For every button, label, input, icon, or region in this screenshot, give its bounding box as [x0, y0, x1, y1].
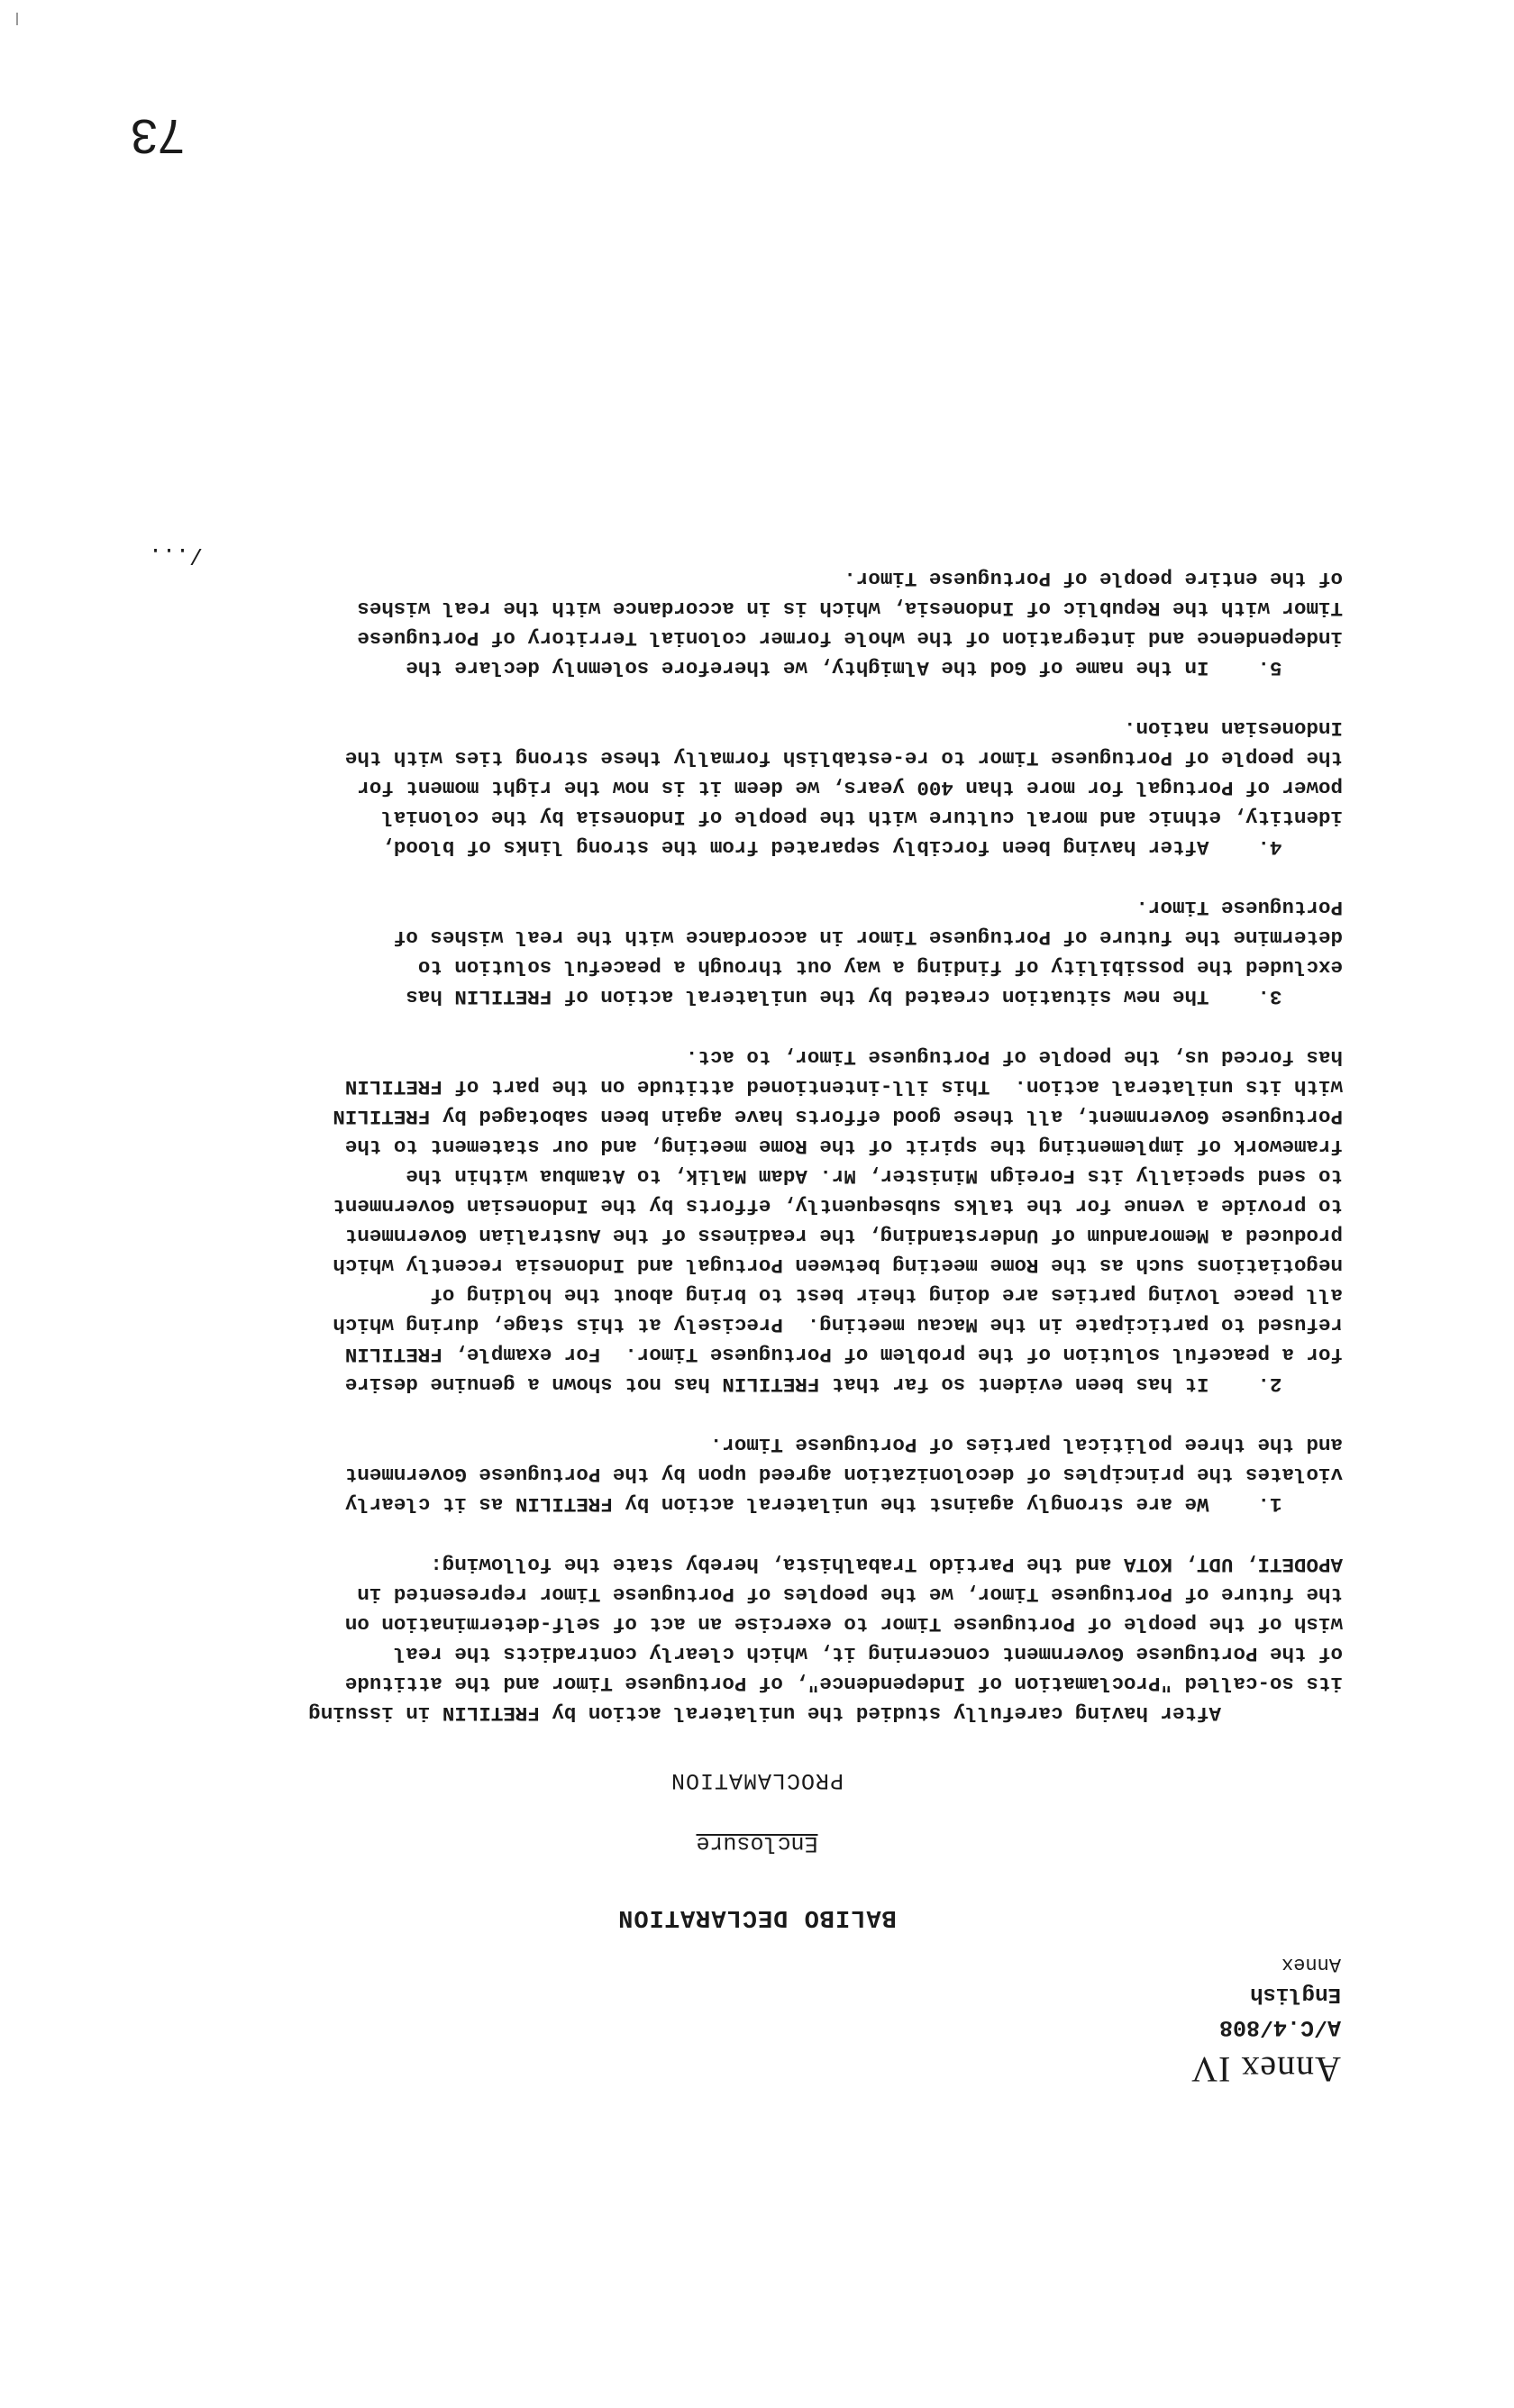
document-symbol: A/C.4/808 [1218, 2014, 1341, 2040]
annex-small-label: Annex [1281, 1953, 1341, 1975]
continued-marker: /... [148, 542, 203, 568]
annex-label: Annex IV [1190, 2049, 1341, 2090]
intro-paragraph: After having carefully studied the unilateral action by FRETILIN in issuing its so-called "Proclamation of Independence", of Portuguese Timor and the attitude of the Portuguese Government concerning it, which clearly contradicts the real wish of the people of Portuguese Timor to exercise an act of self-determination on the future of Portuguese Timor, we the peoples of Portuguese Timor represented in APODETI, UDT, KOTA and the Partido Trabalhista, hereby state the following: [308, 1553, 1343, 1725]
enclosure-label: Enclosure [696, 1830, 818, 1856]
proclamation-body [0, 533, 1343, 1728]
scan-edge-mark [16, 13, 18, 25]
proclamation-title: PROCLAMATION [670, 1767, 844, 1793]
paragraph-3: 3. The new situation created by the unilateral action of FRETILIN has excluded the possibility of finding a way out through a peaceful solution to determine the future of Portuguese Timor in accordance with the real wishes of Portuguese Timor. [393, 896, 1343, 1008]
paragraph-2: 2. It has been evident so far that FRETILIN has not shown a genuine desire for a peaceful solution of the problem of Portuguese Timor. For example, FRETILIN refused to participate in the Macau meeting. Precisely at this stage, during which all peace loving parties are doing their best to bring about the holding of negotiations such as the Rome meeting between Portugal and Indonesia recently which produced a Memorandum of Understanding, the readiness of the Australian Government to provide a venue for the talks subsequently, efforts by the Indonesian Government to send specially its Foreign Minister, Mr. Adam Malik, to Atambua within the framework of implementing the spirit of the Rome meeting, and our statement to the Portuguese Government, all these good efforts have again been sabotaged by FRETILIN with its unilateral action. This ill-intentioned attitude on the part of FRETILIN has forced us, the people of Portuguese Timor, to act. [333, 1045, 1343, 1396]
page-number: 73 [130, 109, 185, 163]
declaration-title: BALIBO DECLARATION [617, 1903, 897, 1930]
paragraph-5: 5. In the name of God the Almighty, we therefore solemnly declare the independence and integration of the whole former colonial Territory of Portuguese Timor with the Republic of Indonesia, which is in accordance with the real wishes of the entire people of Portuguese Timor. [357, 567, 1343, 680]
paragraph-4: 4. After having been forcibly separated from the strong links of blood, identity, ethnic and moral culture with the people of Indonesia by the colonial power of Portugal for more than 400 years, we deem it is now the right moment for the people of Portuguese Timor to re-establish formally these strong ties with the Indonesian nation. [344, 716, 1343, 859]
language-label: English [1250, 1982, 1341, 2006]
paragraph-1: 1. We are strongly against the unilateral action by FRETILIN as it clearly violates the principles of decolonization agreed upon by the Portuguese Government and the three political parties of Portuguese Timor. [344, 1433, 1343, 1516]
